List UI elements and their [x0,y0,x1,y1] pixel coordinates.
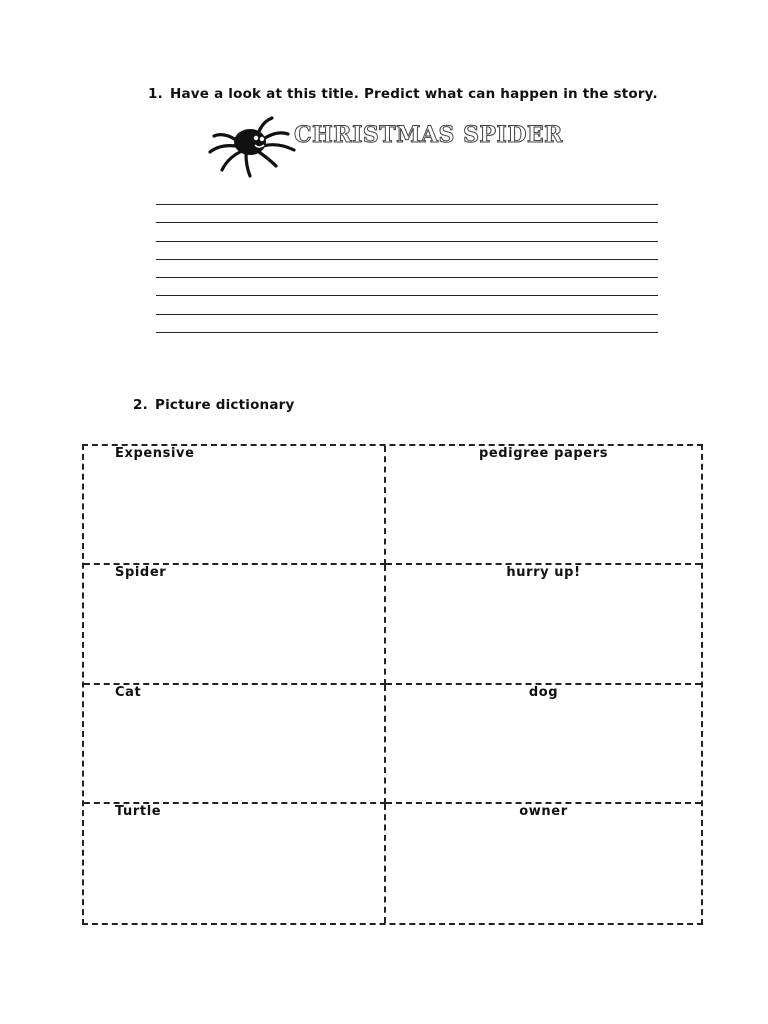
spider-icon [206,114,300,180]
answer-line[interactable] [156,204,658,205]
dictionary-cell-owner[interactable] [386,804,701,923]
answer-line[interactable] [156,241,658,242]
dictionary-cell-expensive[interactable] [84,446,386,565]
answer-line[interactable] [156,277,658,278]
dictionary-cell-cat[interactable] [84,685,386,804]
question-1 [148,86,658,102]
dictionary-cell-pedigree-papers[interactable] [386,446,701,565]
dictionary-word: pedigree papers [478,446,609,461]
dictionary-word: Spider [115,565,167,581]
dictionary-word: Cat [115,684,142,700]
dictionary-word: dog [528,684,559,700]
answer-line[interactable] [156,332,658,333]
dictionary-cell-spider[interactable] [84,565,386,684]
story-title: CHRISTMAS SPIDER [294,122,563,148]
question-2-number: 2. [133,397,148,413]
question-2-text: Picture dictionary [155,397,295,413]
question-1-number: 1. [148,86,163,102]
answer-line[interactable] [156,222,658,223]
dictionary-word: Turtle [115,803,162,819]
answer-line[interactable] [156,259,658,260]
dictionary-word: owner [519,803,568,819]
question-1-text: Have a look at this title. Predict what can happen in the story. [170,86,658,102]
dictionary-word: Expensive [115,446,195,461]
answer-lines [156,204,658,350]
dictionary-word: hurry up! [506,565,581,581]
dictionary-cell-dog[interactable] [386,685,701,804]
answer-line[interactable] [156,295,658,296]
answer-line[interactable] [156,314,658,315]
dictionary-cell-turtle[interactable] [84,804,386,923]
picture-dictionary-table [82,444,703,925]
question-2 [133,397,295,413]
dictionary-cell-hurry-up[interactable] [386,565,701,684]
